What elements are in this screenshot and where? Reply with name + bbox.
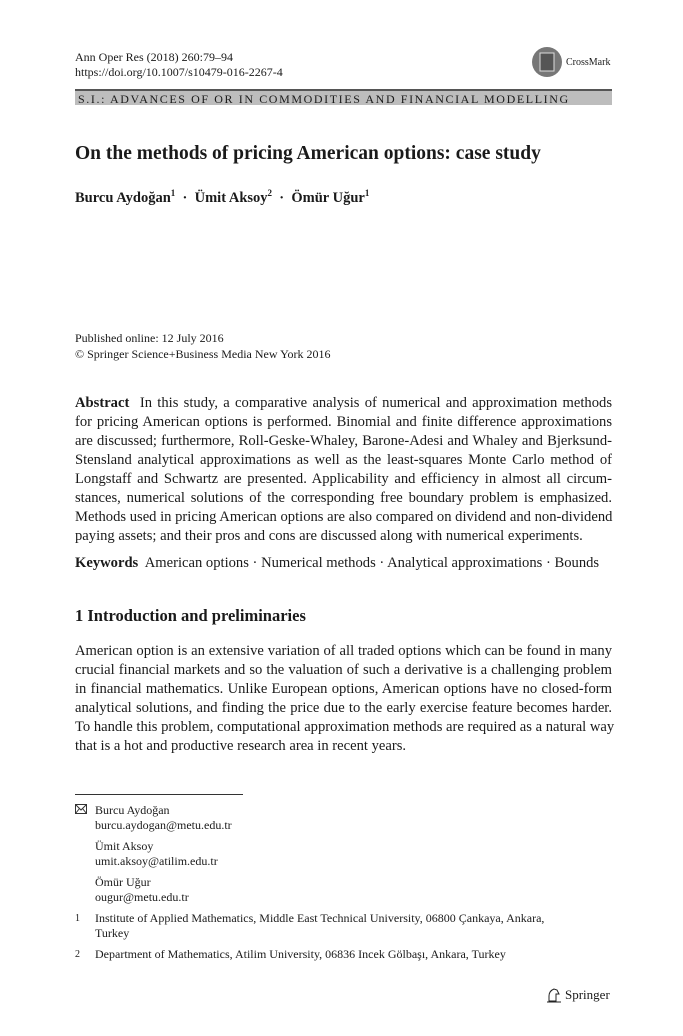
- crossmark-badge[interactable]: [531, 46, 610, 78]
- abstract-line: Stensland analytical approximations as well as the least-squares Monte Carlo method of: [75, 452, 612, 468]
- publisher-logo: [546, 987, 610, 1003]
- contact-name: Ümit Aksoy: [95, 839, 154, 853]
- abstract: [75, 394, 612, 546]
- affiliation: [75, 911, 595, 941]
- abstract-line: stances, numerical solutions of the corresponding free boundary problem is emphasized.: [75, 490, 612, 506]
- keywords-text: American options · Numerical methods · Analytical approximations · Bounds: [144, 555, 600, 571]
- affiliation-number: 2: [75, 949, 80, 960]
- contact-email[interactable]: umit.aksoy@atilim.edu.tr: [95, 854, 218, 868]
- author: Ümit Aksoy: [194, 189, 268, 206]
- author: Ömür Uğur: [291, 189, 365, 206]
- copyright: © Springer Science+Business Media New York 2016: [75, 347, 331, 361]
- intro-line: crucial financial markets and so the valuation of such a derivative is a challenging problem: [75, 662, 612, 678]
- intro-paragraph: [75, 642, 615, 756]
- affiliation-text: Institute of Applied Mathematics, Middle East Technical University, 06800 Çankaya, Ankara, Turkey: [95, 911, 545, 940]
- contact-email[interactable]: burcu.aydogan@metu.edu.tr: [95, 818, 232, 832]
- separator: ·: [182, 189, 188, 206]
- abstract-label: Abstract: [75, 395, 130, 411]
- keywords-label: Keywords: [75, 555, 139, 571]
- abstract-line: Methods used in pricing American options are also compared on dividend and non-dividend: [75, 509, 613, 525]
- abstract-line: paying assets; and their pros and cons are discussed along with numerical experiments.: [75, 528, 583, 544]
- contact: [75, 839, 595, 869]
- affiliation-mark: 1: [170, 188, 176, 198]
- special-issue-banner: S.I.: ADVANCES OF OR IN COMMODITIES AND FINANCIAL MODELLING: [75, 89, 612, 105]
- abstract-line: are discussed; furthermore, Roll-Geske-Whaley, Barone-Adesi and Whaley and Bjerksund-: [75, 433, 612, 449]
- separator: ·: [279, 189, 285, 206]
- publisher-name: Springer: [565, 987, 610, 1002]
- author-list: [75, 188, 369, 207]
- crossmark-label: CrossMark: [566, 56, 611, 68]
- intro-line: To handle this problem, computational approximation methods are required as a natural way: [75, 719, 615, 735]
- affiliation-mark: 1: [364, 188, 370, 198]
- footnote-rule: [75, 794, 243, 795]
- section-heading: 1 Introduction and preliminaries: [75, 606, 306, 625]
- contact: [75, 875, 595, 905]
- abstract-line: In this study, a comparative analysis of numerical and approximation methods: [139, 395, 612, 411]
- doi-link[interactable]: https://doi.org/10.1007/s10479-016-2267-4: [75, 65, 283, 79]
- abstract-line: Longstaff and Schwartz are presented. Applicability and efficiency in almost all circum-: [75, 471, 612, 487]
- affiliation: [75, 947, 595, 962]
- contact: [75, 803, 595, 833]
- abstract-line: for pricing American options is performed. Binomial and finite difference approximations: [75, 414, 612, 430]
- intro-line: in financial mathematics. Unlike European options, American options have no closed-form: [75, 681, 612, 697]
- author: Burcu Aydoğan: [75, 189, 171, 206]
- intro-line: that is a hot and productive research area in recent years.: [75, 738, 407, 754]
- affiliation-mark: 2: [267, 188, 273, 198]
- contact-name: Ömür Uğur: [95, 875, 151, 889]
- keywords: [75, 554, 612, 573]
- affiliation-number: 1: [75, 913, 80, 924]
- footnotes: [75, 803, 595, 968]
- journal-citation: Ann Oper Res (2018) 260:79–94: [75, 50, 233, 64]
- affiliation-text: Department of Mathematics, Atilim University, 06836 Incek Gölbaşı, Ankara, Turkey: [95, 947, 506, 961]
- intro-line: analytical solutions, and finding the price due to the early exercise feature becomes harder.: [75, 700, 612, 716]
- paper-title: On the methods of pricing American options: case study: [75, 143, 541, 164]
- contact-email[interactable]: ougur@metu.edu.tr: [95, 890, 189, 904]
- contact-name: Burcu Aydoğan: [95, 803, 170, 817]
- published-date: Published online: 12 July 2016: [75, 331, 224, 345]
- springer-horse-icon: [546, 987, 562, 1003]
- intro-line: American option is an extensive variation of all traded options which can be found in many: [75, 643, 612, 659]
- crossmark-icon: [531, 46, 563, 78]
- envelope-icon: [75, 803, 95, 833]
